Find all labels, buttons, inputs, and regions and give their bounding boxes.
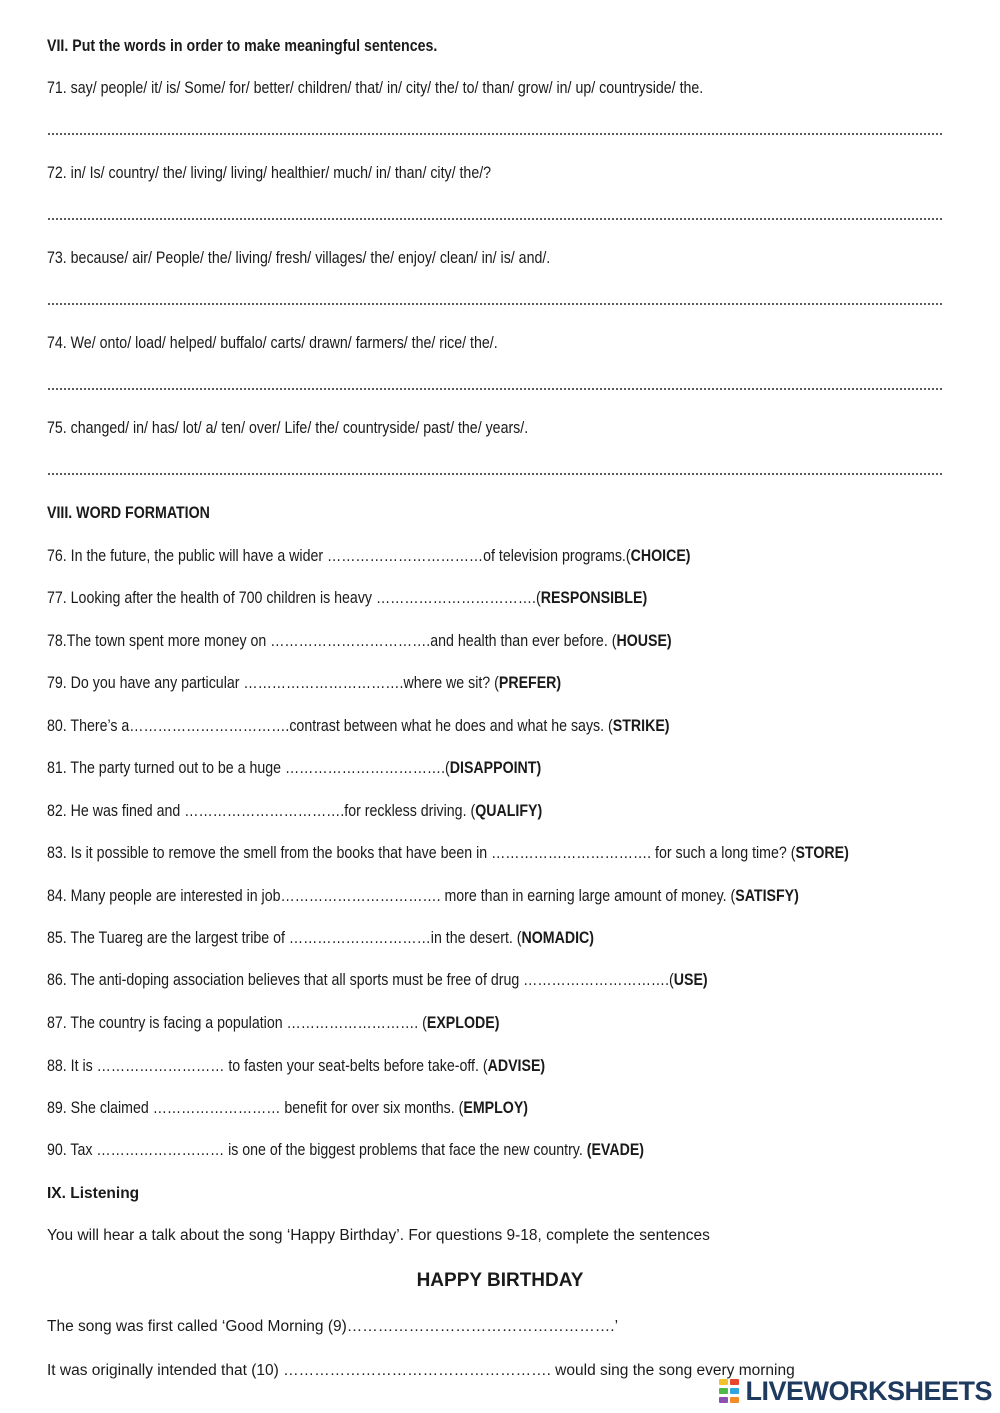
keyword: EMPLOY: [463, 1099, 524, 1117]
question-80: 80. There’s a…………………………….contrast between what he does and what he says. (STRIKE): [47, 717, 670, 735]
question-81: 81. The party turned out to be a huge …………………………….(DISAPPOINT): [47, 759, 542, 777]
liveworksheets-logo: [719, 1376, 992, 1407]
question-72: 72. in/ Is/ country/ the/ living/ living/ healthier/ much/ in/ than/ city/ the/?: [47, 164, 492, 182]
question-77: 77. Looking after the health of 700 children is heavy …………………………….(RESPONSIBLE): [47, 589, 648, 607]
logo-text: LIVEWORKSHEETS: [745, 1376, 992, 1406]
question-73: 73. because/ air/ People/ the/ living/ fresh/ villages/ the/ enjoy/ clean/ in/ is/ and/.: [47, 249, 551, 267]
keyword: EXPLODE: [426, 1014, 495, 1032]
question-84: 84. Many people are interested in job……………………………. more than in earning large amount of money. (SATISFY): [47, 887, 799, 905]
keyword: ADVISE: [487, 1057, 541, 1075]
question-89: 89. She claimed ……………………… benefit for over six months. (EMPLOY): [47, 1099, 529, 1117]
keyword: QUALIFY: [475, 802, 538, 820]
answer-line-75[interactable]: [47, 473, 942, 475]
question-90: 90. Tax ……………………… is one of the biggest problems that face the new country. (EVADE): [47, 1141, 645, 1159]
keyword: CHOICE: [630, 547, 686, 565]
keyword: STRIKE: [612, 717, 665, 735]
keyword: SATISFY: [735, 887, 795, 905]
listening-intro: You will hear a talk about the song ‘Happy Birthday’. For questions 9-18, complete the sentences: [47, 1227, 710, 1244]
section-vii-heading: VII. Put the words in order to make meaningful sentences.: [47, 37, 438, 55]
keyword: DISAPPOINT: [449, 759, 537, 777]
listening-question-10: It was originally intended that (10) ……………………………………………. would sing the song every morning: [47, 1362, 795, 1379]
keyword: NOMADIC: [521, 929, 590, 947]
keyword: (EVADE): [586, 1141, 645, 1159]
song-title: HAPPY BIRTHDAY: [416, 1270, 584, 1291]
question-82: 82. He was fined and …………………………….for reckless driving. (QUALIFY): [47, 802, 543, 820]
question-71: 71. say/ people/ it/ is/ Some/ for/ better/ children/ that/ in/ city/ the/ to/ than/ grow/ in/ up/ countryside/ the.: [47, 79, 704, 97]
answer-line-74[interactable]: [47, 388, 942, 390]
question-75: 75. changed/ in/ has/ lot/ a/ ten/ over/ Life/ the/ countryside/ past/ the/ years/.: [47, 419, 529, 437]
question-85: 85. The Tuareg are the largest tribe of …………………………in the desert. (NOMADIC): [47, 929, 595, 947]
question-76: 76. In the future, the public will have a wider ……………………………of television programs.(CHOICE): [47, 547, 691, 565]
question-88: 88. It is ……………………… to fasten your seat-belts before take-off. (ADVISE): [47, 1057, 546, 1075]
question-74: 74. We/ onto/ load/ helped/ buffalo/ carts/ drawn/ farmers/ the/ rice/ the/.: [47, 334, 498, 352]
question-83: 83. Is it possible to remove the smell from the books that have been in ……………………………. for such a long time? (STORE): [47, 844, 849, 862]
section-ix-heading: IX. Listening: [47, 1185, 140, 1202]
keyword: USE: [673, 971, 703, 989]
answer-line-73[interactable]: [47, 303, 942, 305]
question-78: 78.The town spent more money on …………………………….and health than ever before. (HOUSE): [47, 632, 672, 650]
keyword: HOUSE: [616, 632, 667, 650]
question-79: 79. Do you have any particular …………………………….where we sit? (PREFER): [47, 674, 562, 692]
section-viii-heading: VIII. WORD FORMATION: [47, 504, 210, 522]
listening-question-9: The song was first called ‘Good Morning (9)…………………………………………….’: [47, 1318, 619, 1335]
answer-line-72[interactable]: [47, 218, 942, 220]
question-86: 86. The anti-doping association believes that all sports must be free of drug ………………………….(USE): [47, 971, 708, 989]
keyword: PREFER: [498, 674, 557, 692]
keyword: STORE: [795, 844, 845, 862]
question-87: 87. The country is facing a population ………………………. (EXPLODE): [47, 1014, 500, 1032]
logo-mark-icon: [719, 1379, 741, 1405]
keyword: RESPONSIBLE: [540, 589, 643, 607]
answer-line-71[interactable]: [47, 133, 942, 135]
